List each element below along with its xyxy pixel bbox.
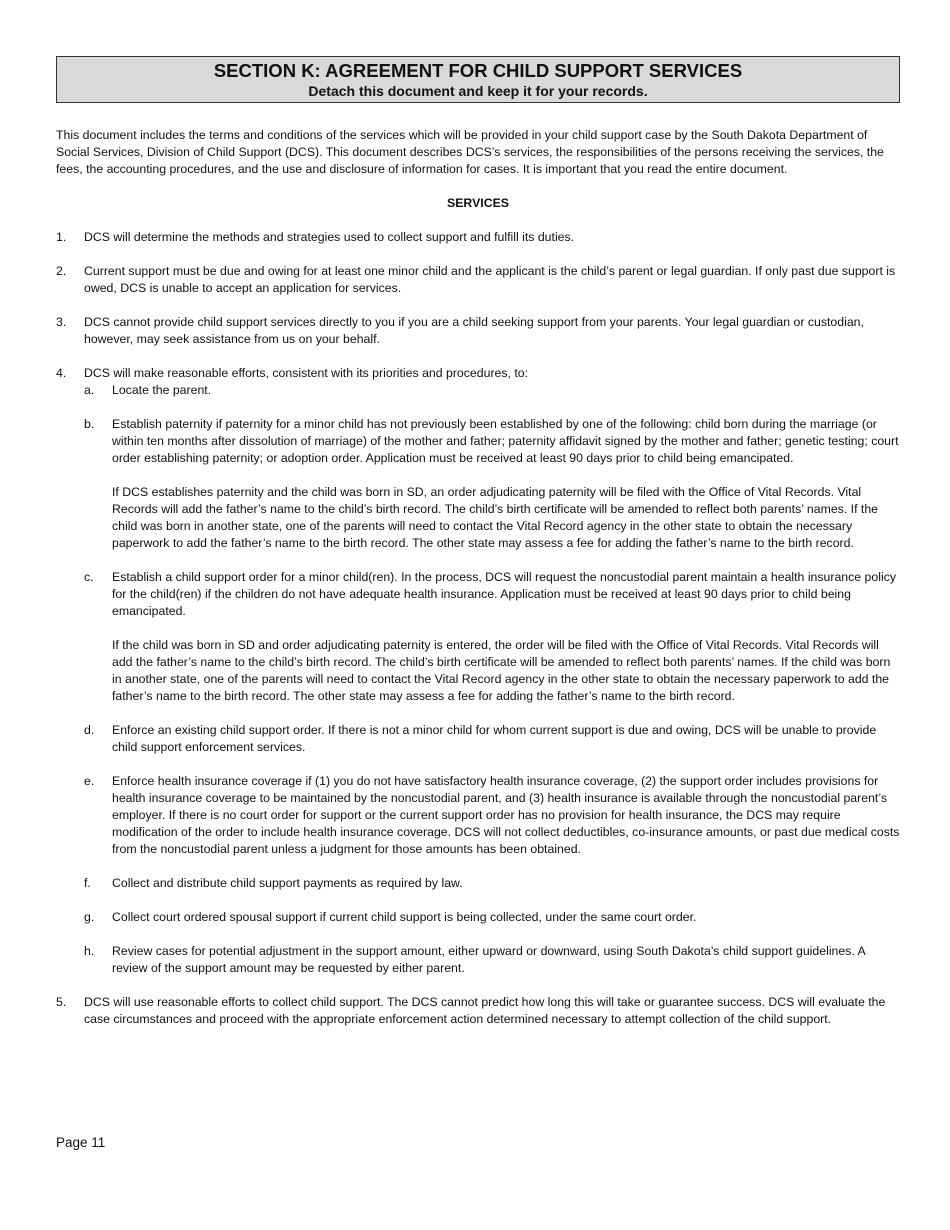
subitem-letter: f. [84,876,91,890]
subitem-text: Collect court ordered spousal support if current child support is being collected, under the same court order. [112,910,697,924]
item-text: DCS cannot provide child support services directly to you if you are a child seeking support from your parents. Your legal guardian or custodian, however, may seek assistance from us on your behalf. [84,315,864,346]
list-item-5 [56,994,900,1028]
list-item-4 [56,365,900,977]
list-item-2 [56,263,900,297]
item-number: 3. [56,315,67,329]
subitem-c [84,569,900,705]
list-item-3 [56,314,900,348]
subitem-g [84,909,900,926]
subitem-text: Locate the parent. [112,383,212,397]
item-number: 1. [56,230,67,244]
item-text: DCS will use reasonable efforts to collect child support. The DCS cannot predict how long this will take or guarantee success. DCS will evaluate the case circumstances and proceed with the appropriate enforcement action determined necessary to attempt collection of the child support. [84,995,886,1026]
section-header [56,56,900,103]
subitem-d [84,722,900,756]
section-subtitle: Detach this document and keep it for your records. [308,83,648,99]
item-text: DCS will determine the methods and strategies used to collect support and fulfill its duties. [84,230,575,244]
subitem-text: Enforce health insurance coverage if (1) you do not have satisfactory health insurance coverage, (2) the support order includes provisions for health insurance coverage to be maintained by the noncustodial parent, and (3) health insurance is available through the noncustodial parent’s employer. If there is no court order for support or the current support order has no provision for health insurance, the DCS may require modification of the order to include health insurance coverage. DCS will not collect deductibles, co-insurance amounts, or past due medical costs from the noncustodial parent unless a judgment for those amounts has been obtained. [112,774,900,856]
subitem-letter: c. [84,570,94,584]
item-number: 4. [56,366,67,380]
list-item-1 [56,229,900,246]
subitem-extra-paragraph: If DCS establishes paternity and the child was born in SD, an order adjudicating paternity will be filed with the Office of Vital Records. Vital Records will add the father’s name to the child’s birth record. The child’s birth certificate will be amended to reflect both parents’ names. If the child was born in another state, one of the parents will need to contact the Vital Record agency in the other state to obtain the necessary paperwork to add the father’s name to the birth record. The other state may assess a fee for adding the father’s name to the birth record. [112,485,878,550]
item-text: DCS will make reasonable efforts, consistent with its priorities and procedures, to: [84,366,529,380]
subitem-letter: e. [84,774,95,788]
subitem-letter: g. [84,910,95,924]
subitem-f [84,875,900,892]
subitem-e [84,773,900,858]
item-number: 2. [56,264,67,278]
subitem-letter: a. [84,383,95,397]
services-heading: SERVICES [447,196,509,210]
intro-paragraph: This document includes the terms and conditions of the services which will be provided in your child support case by the South Dakota Department of Social Services, Division of Child Support (DCS). This document describes DCS’s services, the responsibilities of the persons receiving the services, the fees, the accounting procedures, and the use and disclosure of information for cases. It is important that you read the entire document. [56,128,884,176]
page-number: Page 11 [56,1135,106,1150]
subitem-letter: b. [84,417,95,431]
subitem-text: Establish paternity if paternity for a minor child has not previously been established by one of the following: child born during the marriage (or within ten months after dissolution of marriage) of the mother and father; paternity affidavit signed by the mother and father; genetic testing; court order establishing paternity; or adoption order. Application must be received at least 90 days prior to child being emancipated. [112,417,899,465]
subitem-h [84,943,900,977]
subitem-text: Enforce an existing child support order. If there is not a minor child for whom current support is due and owing, DCS will be unable to provide child support enforcement services. [112,723,877,754]
subitem-a [84,382,900,399]
item-number: 5. [56,995,67,1009]
subitem-extra-paragraph: If the child was born in SD and order adjudicating paternity is entered, the order will be filed with the Office of Vital Records. Vital Records will add the father’s name to the child’s birth record. The child’s birth certificate will be amended to reflect both parents’ names. If the child was born in another state, one of the parents will need to contact the Vital Record agency in the other state to obtain the necessary paperwork to add the father’s name to the birth record. The other state may assess a fee for adding the father’s name to the birth record. [112,638,891,703]
subitem-text: Review cases for potential adjustment in the support amount, either upward or downward, using South Dakota’s child support guidelines. A review of the support amount may be requested by either parent. [112,944,866,975]
subitem-text: Collect and distribute child support payments as required by law. [112,876,463,890]
subitem-text: Establish a child support order for a minor child(ren). In the process, DCS will request the noncustodial parent maintain a health insurance policy for the child(ren) if the children do not have adequate health insurance. Application must be received at least 90 days prior to child being emancipated. [112,570,896,618]
subitem-letter: d. [84,723,95,737]
document-body [56,127,900,1045]
item-text: Current support must be due and owing for at least one minor child and the applicant is the child’s parent or legal guardian. If only past due support is owed, DCS is unable to accept an application for services. [84,264,896,295]
subitem-b [84,416,900,552]
subitem-letter: h. [84,944,95,958]
section-title: SECTION K: AGREEMENT FOR CHILD SUPPORT SERVICES [213,60,743,81]
